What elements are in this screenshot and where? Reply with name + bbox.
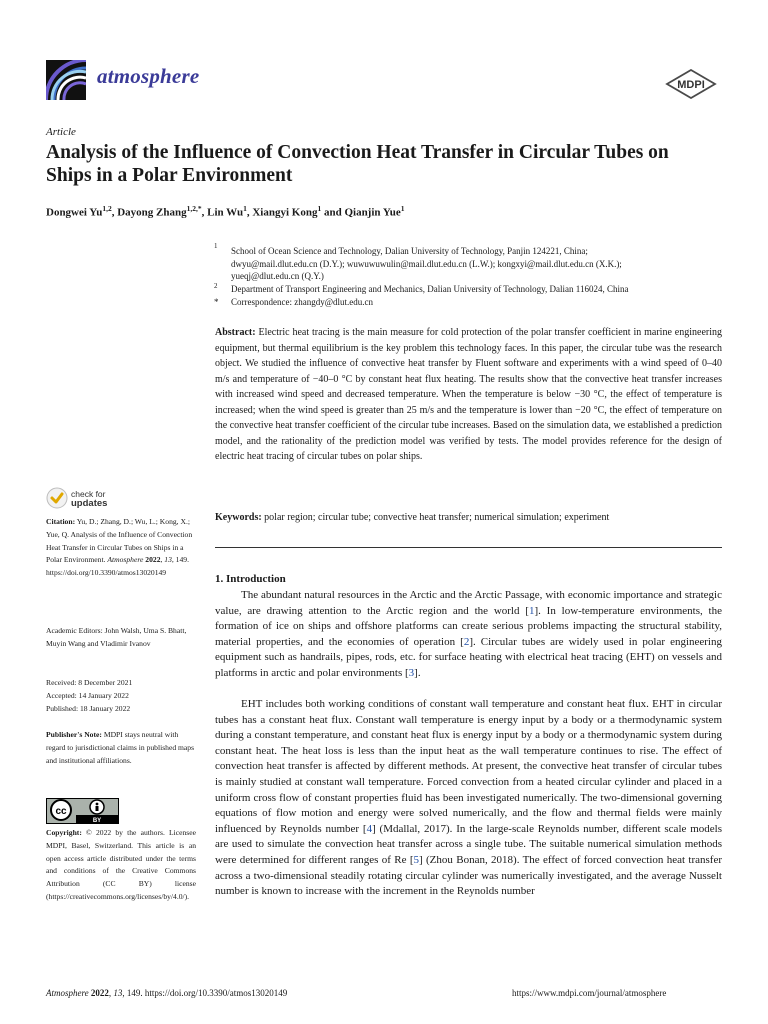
footer-doi: , 149. https://doi.org/10.3390/atmos13020149 <box>122 988 288 998</box>
publisher-note-label: Publisher's Note: <box>46 730 102 739</box>
citation-text: Yu, D.; Zhang, D.; Wu, L.; Kong, X.; Yue, Q. Analysis of the Influence of Convection Heat Transfer in Circular Tubes on Ships in a Polar Environment. <box>46 517 193 565</box>
keywords-label: Keywords: <box>215 512 262 523</box>
citation-ref[interactable]: 5 <box>413 853 419 866</box>
paragraph-2: EHT includes both working conditions of constant wall temperature and constant heat flux. EHT in circular tubes has a constant heat flux. Constant wall temperature is energy input by a body or a thermodynamic system during a constant temperature, and constant heat flux is energy input by a body or a thermodynamic system during constant heat. The heat loss is less than the input heat as the wall temperature continues to rise. The effect of convection heat transfer is affected by different methods. At present, the convective heat transfer of circular tubes is mainly studied at constant wall temperature. Forced convection from a heated circular cylinder and placed in a uniform cross flow of constant properties fluid has been investigated numerically. The two-dimensional governing equations of flow motion and energy were solved numerically, and the flow and thermal fields were mainly influenced by Reynolds number [4] (Mdallal, 2017). In the large-scale Reynolds number, different scale models are used to simulate the convection heat transfer across a single tube. The suitable numerical simulation methods were determined for different ranges of Re [5] (Zhou Bonan, 2018). The effect of forced convection heat transfer across a two-dimensional steadily rotating circular cylinder was numerically investigated, and the average Nusselt number is known to increase with the increment in the Reynolds number <box>215 698 722 898</box>
check-line1: check for <box>71 489 106 499</box>
affiliation-mark: 2 <box>214 282 218 290</box>
citation-doi: , 149. https://doi.org/10.3390/atmos13020149 <box>46 555 189 578</box>
mdpi-logo-text: MDPI <box>677 79 705 91</box>
corresponding-mark: * <box>197 204 202 213</box>
publisher-note-text: MDPI stays neutral with regard to jurisdictional claims in published maps and institutional affiliations. <box>46 730 195 765</box>
citation-ref[interactable]: 3 <box>408 666 415 679</box>
author-sup: 1 <box>243 204 247 213</box>
author-sep: and <box>321 206 345 219</box>
divider <box>215 547 722 548</box>
author-list <box>46 204 405 219</box>
author: Lin Wu <box>207 206 244 219</box>
citation-journal: Atmosphere <box>107 555 144 565</box>
author-sep: , <box>111 206 118 219</box>
author-sup: 1 <box>317 204 322 213</box>
affiliation-1: School of Ocean Science and Technology, Dalian University of Technology, Panjin 124221, China; dwyu@mail.dlut.edu.cn (D.Y.); wuwuwuwulin@mail.dlut.edu.cn (L.W.); kongxyi@mail.dlut.edu.cn (X.K.); yueqj@dlut.edu.cn (Q.Y.) <box>231 246 622 282</box>
received-date: Received: 8 December 2021 <box>46 678 133 687</box>
copyright-label: Copyright: <box>46 828 82 837</box>
journal-logo-icon <box>46 60 86 100</box>
abstract-label: Abstract: <box>215 327 256 338</box>
footer-journal: Atmosphere <box>46 988 89 998</box>
keywords <box>215 512 722 523</box>
footer-vol: 13 <box>113 988 123 998</box>
author-sep: , <box>201 206 208 219</box>
copyright-text: © 2022 by the authors. Licensee MDPI, Basel, Switzerland. This article is an open access article distributed under the terms and conditions of the Creative Commons Attribution (CC BY) license (https://creativecommons.org/licenses/by/4.0/). <box>46 828 196 901</box>
author-sup: 1 <box>400 204 405 213</box>
dates <box>46 677 196 715</box>
author-sup: 1,2, <box>186 204 198 213</box>
svg-text:cc: cc <box>55 806 67 817</box>
citation-ref[interactable]: 1 <box>528 604 535 617</box>
check-for-updates[interactable] <box>71 490 107 508</box>
citation-ref[interactable]: 4 <box>366 822 373 835</box>
citation-ref[interactable]: 2 <box>463 635 470 648</box>
check-for-updates-icon[interactable] <box>46 487 68 509</box>
academic-editors: Academic Editors: John Walsh, Uma S. Bhatt, Muyin Wang and Vladimir Ivanov <box>46 626 187 648</box>
page-title: Analysis of the Influence of Convection Heat Transfer in Circular Tubes on Ships in a Polar Environment <box>46 142 669 186</box>
author: Dayong Zhang <box>117 206 187 219</box>
author: Dongwei Yu <box>46 206 103 219</box>
footer-year: 2022 <box>90 988 109 998</box>
article-type: Article <box>46 126 76 138</box>
citation-vol: 13 <box>164 555 172 565</box>
copyright <box>46 827 196 904</box>
author-sup: 1,2 <box>102 204 112 213</box>
correspondence: Correspondence: zhangdy@dlut.edu.cn <box>231 297 373 307</box>
affiliation-mark: 1 <box>214 242 218 250</box>
section-heading: 1. Introduction <box>215 573 286 585</box>
mdpi-logo-icon <box>664 69 718 99</box>
citation: Citation: Yu, D.; Zhang, D.; Wu, L.; Kong, X.; Yue, Q. Analysis of the Influence of Convection Heat Transfer in Circular Tubes on Ships in a Polar Environment. Atmosphere 2022, 13, 149. https://doi.org/10.3390/atmos13020149 <box>46 517 193 578</box>
footer-citation: Atmosphere 2022, 13, 149. https://doi.org/10.3390/atmos13020149 <box>46 988 288 998</box>
abstract <box>215 325 722 465</box>
check-line2: updates <box>71 498 108 509</box>
cc-label: BY <box>92 818 102 824</box>
affiliation-2: Department of Transport Engineering and Mechanics, Dalian University of Technology, Dalian 116024, China <box>231 284 629 294</box>
accepted-date: Accepted: 14 January 2022 <box>46 690 129 700</box>
publisher-note <box>46 729 196 767</box>
citation-label: Citation: <box>46 517 76 526</box>
keywords-text: polar region; circular tube; convective heat transfer; numerical simulation; experiment <box>264 512 610 523</box>
paragraph-1: The abundant natural resources in the Arctic and the Arctic Passage, with economic importance and strategic value, are drawing attention to the Arctic region and the world [1]. In low-temperature environments, the formation of ice on ships and offshore platforms can create serious problems impacting the structural stability, material properties, and the economies of operation [2]. Circular tubes are widely used in polar engineering equipment such as handrails, pipes, rods, etc. for surface heating with electrical heat tracing (EHT) on vessels and platforms in arctic and polar environments [3]. <box>215 589 722 679</box>
author: Qianjin Yue <box>344 206 401 219</box>
journal-name: atmosphere <box>97 64 200 88</box>
citation-year: 2022 <box>145 555 161 565</box>
affiliation-mark: * <box>214 297 219 307</box>
published-date: Published: 18 January 2022 <box>46 703 131 713</box>
abstract-text: Electric heat tracing is the main measure for cold protection of the polar transfer coefficient in marine engineering equipment, but thermal equilibrium is the key problem this technology faces. In this paper, the circular tube was the research object. We studied the influence of convective heat transfer by Fluent software and experiments with a wind speed of 0–40 m/s and temperature of −40–0 °C by constant heat flux heating. The results show that the convective heat transfer increases with increased wind speed and decreased temperature. When the temperature is below −30 °C, the effect of temperature is increased; when the wind speed is greater than 25 m/s and the temperature is lower than −20 °C, the effect of temperature on the convective heat transfer coefficient of the circular tube increases. Based on the simulation data, we established a prediction model, and the rationality of the prediction model was verified by tests. The model provides reference for the design of electric heat tracing of circular tubes on polar ships. <box>215 327 723 462</box>
cc-by-license-icon[interactable] <box>46 798 119 824</box>
author-sep: , <box>246 206 253 219</box>
author: Xiangyi Kong <box>252 206 318 219</box>
footer-journal-url[interactable]: https://www.mdpi.com/journal/atmosphere <box>512 988 667 998</box>
